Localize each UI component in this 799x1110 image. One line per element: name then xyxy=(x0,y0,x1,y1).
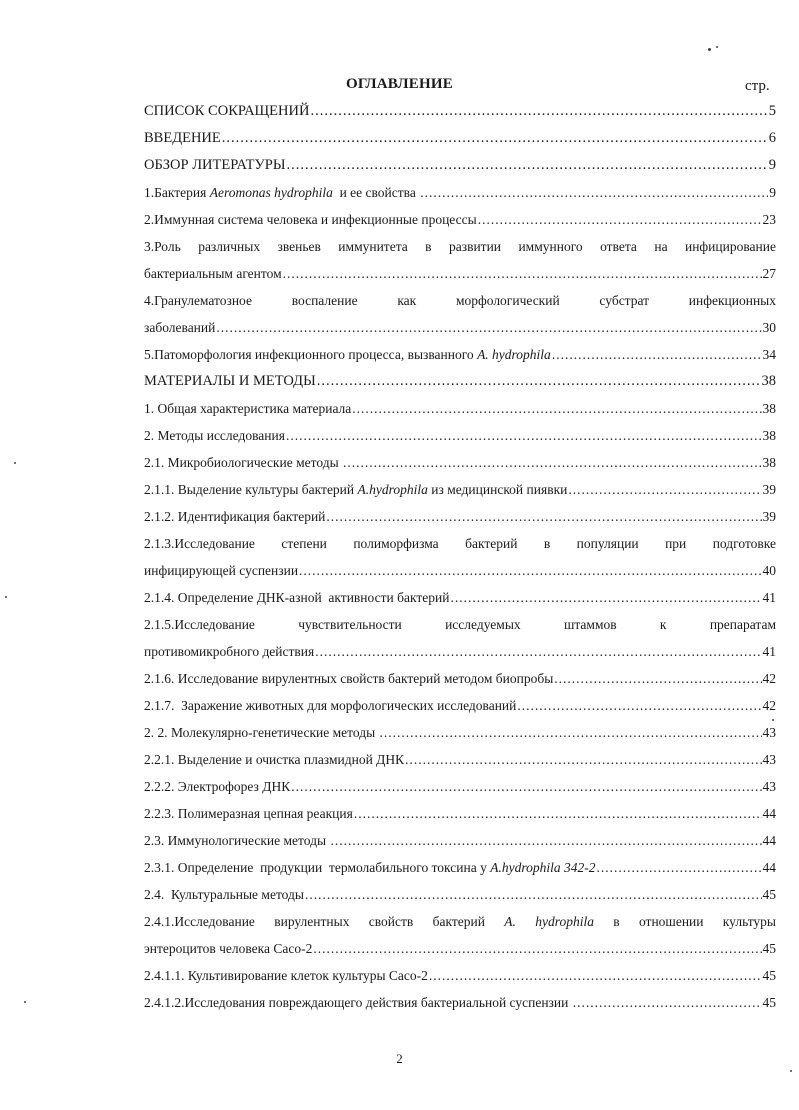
toc-entry xyxy=(144,611,776,665)
toc-entry-text: 5.Патоморфология инфекционного процесса, вызванного A. hydrophila xyxy=(144,347,551,362)
toc-entry-text: ВВЕДЕНИЕ xyxy=(144,130,221,146)
toc-entry-text: 2.1.5.Исследование чувствительности исследуемых штаммов к препаратам xyxy=(144,617,776,632)
toc-entry-text: 2. 2. Молекулярно-генетические методы xyxy=(144,725,379,740)
toc-entry-text: 2.4. Культуральные методы xyxy=(144,887,304,902)
toc-entry-page: 44 xyxy=(762,806,776,821)
toc-entry-page: 9 xyxy=(768,157,776,173)
toc-entry-page: 44 xyxy=(762,860,776,875)
toc-entry xyxy=(144,530,776,584)
scan-speck xyxy=(716,46,718,48)
toc-entry-text: 3.Роль различных звеньев иммунитета в развитии иммунного ответа на инфицирование xyxy=(144,239,776,254)
toc-entry-page: 43 xyxy=(762,752,776,767)
toc-entry-page: 45 xyxy=(762,968,776,983)
toc-entry xyxy=(144,962,776,989)
toc-entry-page: 39 xyxy=(762,482,776,497)
toc-entry xyxy=(144,206,776,233)
toc-entry xyxy=(144,449,776,476)
toc-entry xyxy=(144,584,776,611)
toc-entry-text: МАТЕРИАЛЫ И МЕТОДЫ xyxy=(144,373,316,389)
toc-entry xyxy=(144,827,776,854)
scan-speck xyxy=(708,48,711,51)
scan-speck xyxy=(5,596,7,598)
toc-entry-text: 2. Методы исследования xyxy=(144,428,285,443)
page-title: ОГЛАВЛЕНИЕ xyxy=(346,76,453,92)
toc-entry-text: 2.2.2. Электрофорез ДНК xyxy=(144,779,291,794)
toc-entry-page: 34 xyxy=(762,347,776,362)
toc-entry xyxy=(144,908,776,962)
toc-entry-page: 43 xyxy=(762,725,776,740)
toc-entry xyxy=(144,422,776,449)
toc-entry xyxy=(144,692,776,719)
toc-entry-text: 2.1.2. Идентификация бактерий xyxy=(144,509,326,524)
toc-entry-page: 41 xyxy=(762,590,776,605)
toc-entry-text: 2.1.3.Исследование степени полиморфизма бактерий в популяции при подготовке xyxy=(144,536,776,551)
toc-entry xyxy=(144,287,776,341)
toc-entry-text-continued: энтероцитов человека Caco-2 xyxy=(144,941,313,956)
toc-entry-text: 1. Общая характеристика материала xyxy=(144,401,352,416)
toc-entry-page: 38 xyxy=(762,455,776,470)
toc-entry-page: 43 xyxy=(762,779,776,794)
toc-entry xyxy=(144,881,776,908)
toc-entry xyxy=(144,179,776,206)
toc-entry-page: 40 xyxy=(762,563,776,578)
toc-entry-text: 2.1.1. Выделение культуры бактерий A.hydrophila из медицинской пиявки xyxy=(144,482,568,497)
page-column-label: стр. xyxy=(745,78,770,94)
toc-entry-text: 2.1.7. Заражение животных для морфологических исследований xyxy=(144,698,517,713)
toc-entry-page: 38 xyxy=(762,401,776,416)
toc-entry-page: 6 xyxy=(768,130,776,146)
toc-entry-text: 2.3. Иммунологические методы xyxy=(144,833,330,848)
toc-entry xyxy=(144,854,776,881)
toc-entry-text-continued: инфицирующей суспензии xyxy=(144,563,299,578)
toc-entry xyxy=(144,476,776,503)
scan-speck xyxy=(772,719,774,721)
toc-entry xyxy=(144,665,776,692)
toc-entry xyxy=(144,98,776,125)
toc-entry-text: 2.1.4. Определение ДНК-азной активности бактерий xyxy=(144,590,450,605)
toc-entry-page: 45 xyxy=(762,995,776,1010)
toc-entry-text: СПИСОК СОКРАЩЕНИЙ xyxy=(144,103,310,119)
toc-entry xyxy=(144,989,776,1016)
toc-entry xyxy=(144,233,776,287)
toc-entry xyxy=(144,800,776,827)
toc-entry-text: 2.Иммунная система человека и инфекционные процессы xyxy=(144,212,477,227)
toc-entry xyxy=(144,125,776,152)
toc-entry-text: 2.4.1.1. Культивирование клеток культуры Caco-2 xyxy=(144,968,428,983)
toc-entry-page: 38 xyxy=(761,373,776,389)
toc-entry-page: 5 xyxy=(768,103,776,119)
toc-entry-text: 2.1. Микробиологические методы xyxy=(144,455,343,470)
toc-entry xyxy=(144,152,776,179)
toc-entry-text: 2.2.1. Выделение и очистка плазмидной ДНК xyxy=(144,752,405,767)
toc-entry-page: 23 xyxy=(762,212,776,227)
toc-entry-text: ОБЗОР ЛИТЕРАТУРЫ xyxy=(144,157,286,173)
toc-entry xyxy=(144,341,776,368)
toc-entry-text: 2.1.6. Исследование вирулентных свойств бактерий методом биопробы xyxy=(144,671,554,686)
toc-entry-page: 27 xyxy=(762,266,776,281)
toc-entry-page: 45 xyxy=(762,887,776,902)
toc-entry-page: 42 xyxy=(762,671,776,686)
toc-entry-page: 42 xyxy=(762,698,776,713)
toc-entry-page: 44 xyxy=(762,833,776,848)
toc-entry-page: 39 xyxy=(762,509,776,524)
table-of-contents xyxy=(144,98,776,1016)
toc-entry xyxy=(144,503,776,530)
toc-entry-page: 45 xyxy=(762,941,776,956)
toc-entry xyxy=(144,395,776,422)
toc-entry-page: 30 xyxy=(762,320,776,335)
toc-entry xyxy=(144,746,776,773)
toc-entry-text-continued: заболеваний xyxy=(144,320,216,335)
toc-entry-page: 41 xyxy=(762,644,776,659)
toc-entry-text: 2.3.1. Определение продукции термолабильного токсина у A.hydrophila 342-2 xyxy=(144,860,596,875)
toc-entry-text-continued: противомикробного действия xyxy=(144,644,315,659)
toc-entry-page: 38 xyxy=(762,428,776,443)
toc-entry-text: 2.4.1.Исследование вирулентных свойств бактерий A. hydrophila в отношении культуры xyxy=(144,914,777,929)
toc-entry xyxy=(144,773,776,800)
toc-entry-text: 1.Бактерия Aeromonas hydrophila и ее свойства xyxy=(144,185,420,200)
toc-entry-text: 2.4.1.2.Исследования повреждающего действия бактериальной суспензии xyxy=(144,995,572,1010)
toc-entry-text: 2.2.3. Полимеразная цепная реакция xyxy=(144,806,353,821)
toc-entry xyxy=(144,368,776,395)
toc-entry-text: 4.Гранулематозное воспаление как морфологический субстрат инфекционных xyxy=(144,293,776,308)
scan-speck xyxy=(790,1070,792,1072)
toc-entry-page: 9 xyxy=(769,185,776,200)
toc-entry-text-continued: бактериальным агентом xyxy=(144,266,282,281)
toc-entry xyxy=(144,719,776,746)
scan-speck xyxy=(24,1001,26,1003)
scan-speck xyxy=(14,462,16,464)
page-number: 2 xyxy=(396,1051,403,1066)
